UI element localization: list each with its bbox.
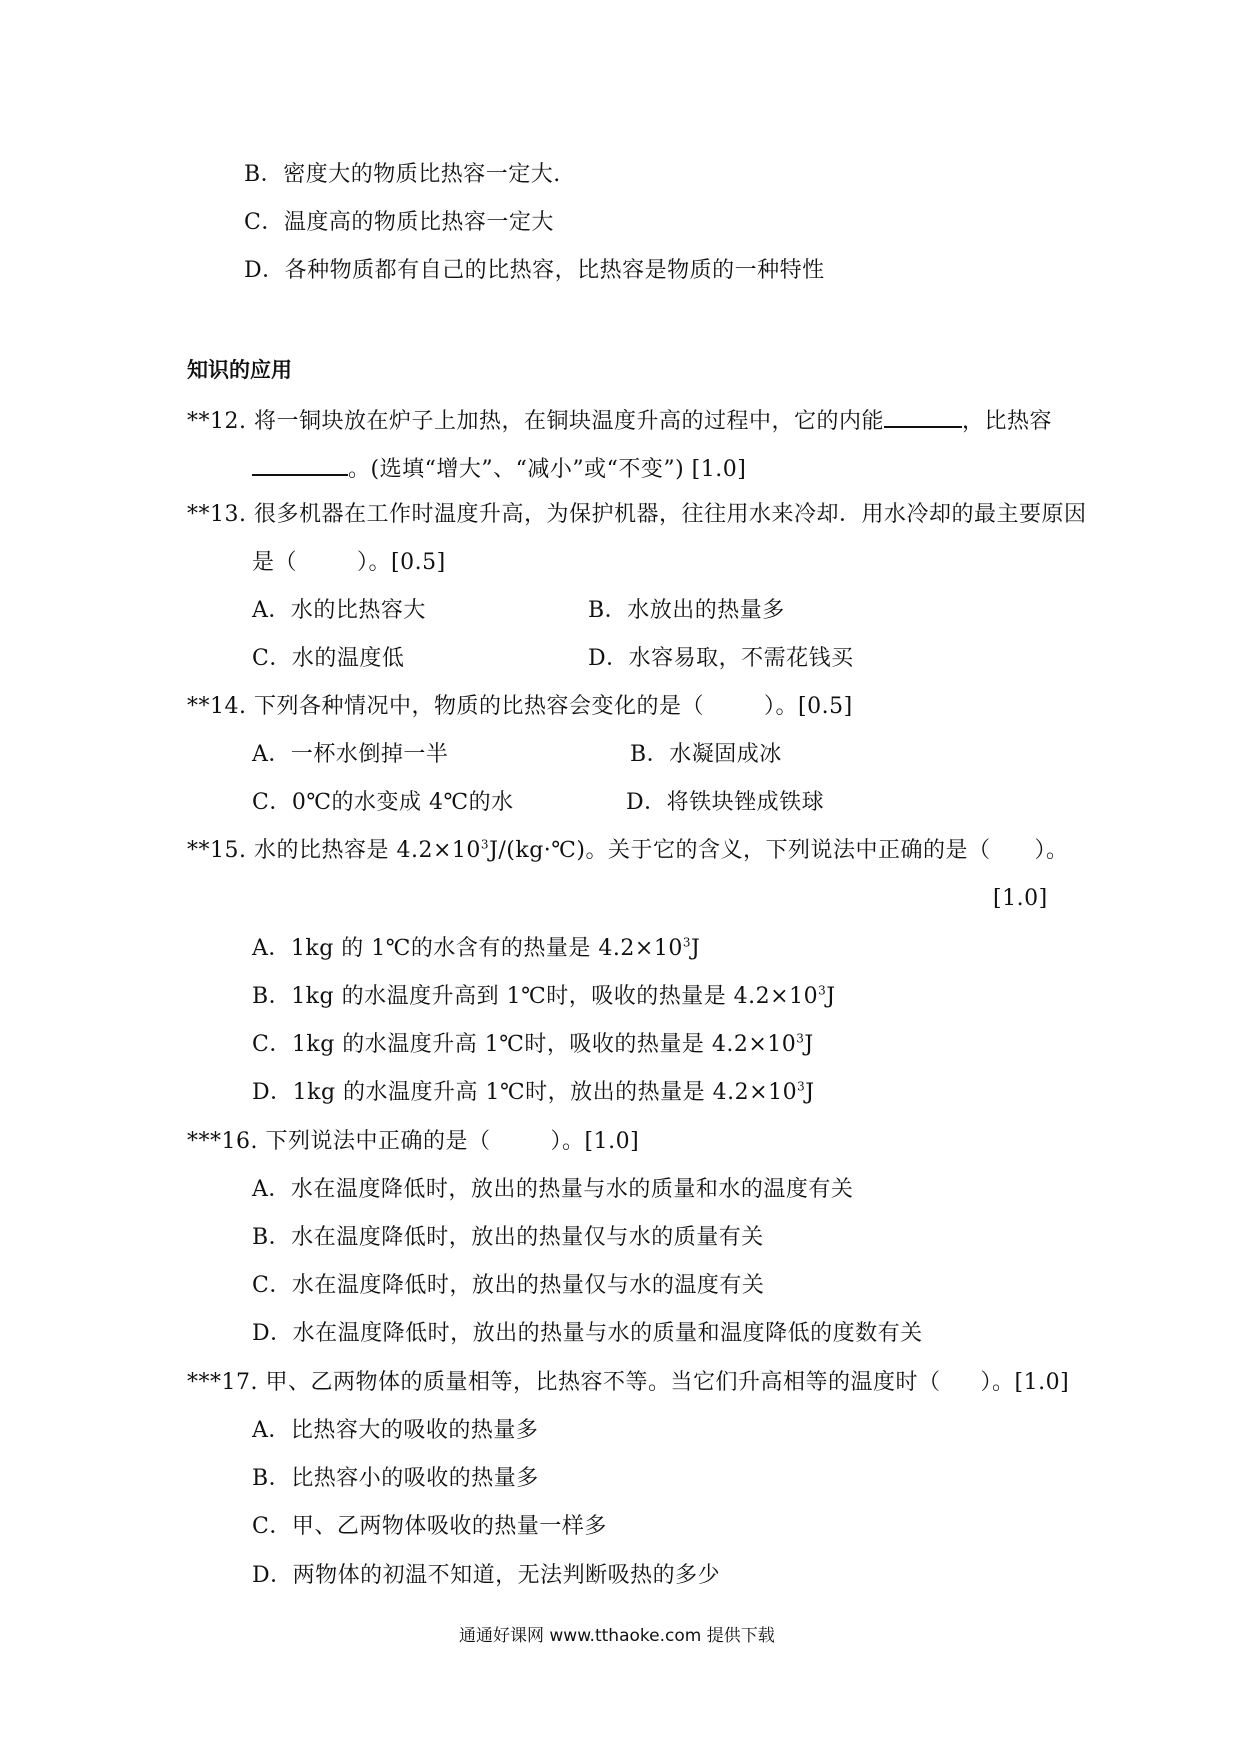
option-a: A．水在温度降低时，放出的热量与水的质量和水的温度有关 — [252, 1177, 854, 1202]
question-number: **13. — [187, 502, 247, 527]
question-score: [0.5] — [391, 550, 446, 575]
option-b: B．1kg 的水温度升高到 1℃时，吸收的热量是 $4.2\times 10^3J$ — [252, 983, 836, 1009]
answer-blank — [252, 452, 348, 476]
question-15: **15. 水的比热容是 $4.2\times 10^3J/(kg\cdot℃)$。关于它的含义，下列说法中正确的是（ ）。 — [187, 837, 1069, 863]
question-score: [1.0] — [1014, 1370, 1070, 1395]
option-c: C．甲、乙两物体吸收的热量一样多 — [252, 1514, 607, 1539]
option-a: A．比热容大的吸收的热量多 — [252, 1418, 539, 1443]
question-17: ***17. 甲、乙两物体的质量相等，比热容不等。当它们升高相等的温度时（ ）。[1.0] — [187, 1370, 1070, 1395]
option-d: D．水容易取，不需花钱买 — [588, 646, 854, 671]
option-d: D．1kg 的水温度升高 1℃时，放出的热量是 $4.2\times 10^3J$ — [252, 1079, 815, 1105]
option-b: B．密度大的物质比热容一定大. — [244, 162, 561, 187]
question-score: [1.0] — [691, 457, 747, 482]
question-number: **15. — [187, 838, 247, 863]
option-c: C．0℃的水变成 4℃的水 — [252, 790, 514, 815]
question-13-line2: 是（ ）。[0.5] — [252, 550, 446, 575]
question-16: ***16. 下列说法中正确的是（ ）。[1.0] — [187, 1129, 640, 1154]
option-b: B．水凝固成冰 — [630, 742, 782, 767]
option-b: B．比热容小的吸收的热量多 — [252, 1466, 539, 1491]
option-a: A．一杯水倒掉一半 — [252, 742, 449, 767]
option-d: D．水在温度降低时，放出的热量与水的质量和温度降低的度数有关 — [252, 1321, 923, 1346]
question-number: ***17. — [187, 1370, 258, 1395]
option-a: A．1kg 的 1℃的水含有的热量是 $4.2\times 10^3J$ — [252, 935, 701, 961]
question-13: **13. 很多机器在工作时温度升高，为保护机器，往往用水来冷却．用水冷却的最主要原因 — [187, 502, 1087, 527]
option-d: D．将铁块锉成铁球 — [626, 790, 825, 815]
question-number: **14. — [187, 694, 247, 719]
option-c: C．水的温度低 — [252, 646, 405, 671]
option-b: B．水放出的热量多 — [588, 598, 785, 623]
option-d: D．两物体的初温不知道，无法判断吸热的多少 — [252, 1563, 721, 1588]
answer-blank — [884, 404, 962, 428]
option-c: C．温度高的物质比热容一定大 — [244, 210, 554, 235]
question-score: [1.0] — [993, 886, 1048, 911]
option-b: B．水在温度降低时，放出的热量仅与水的质量有关 — [252, 1225, 764, 1250]
question-12-line2: 。(选填“增大”、“减小”或“不变”) [1.0] — [252, 452, 746, 482]
question-number: ***16. — [187, 1129, 258, 1154]
section-title: 知识的应用 — [187, 358, 292, 382]
option-a: A．水的比热容大 — [252, 598, 426, 623]
question-14: **14. 下列各种情况中，物质的比热容会变化的是（ ）。[0.5] — [187, 694, 853, 719]
option-c: C．1kg 的水温度升高 1℃时，吸收的热量是 $4.2\times 10^3J$ — [252, 1031, 814, 1057]
question-number: **12. — [187, 409, 247, 434]
option-d: D．各种物质都有自己的比热容，比热容是物质的一种特性 — [244, 258, 825, 283]
question-12: **12. 将一铜块放在炉子上加热，在铜块温度升高的过程中，它的内能 ，比热容 — [187, 404, 1052, 434]
option-c: C．水在温度降低时，放出的热量仅与水的温度有关 — [252, 1273, 765, 1298]
question-score: [0.5] — [798, 694, 853, 719]
question-score: [1.0] — [584, 1129, 640, 1154]
page-footer: 通通好课网 www.tthaoke.com 提供下载 — [459, 1626, 775, 1646]
